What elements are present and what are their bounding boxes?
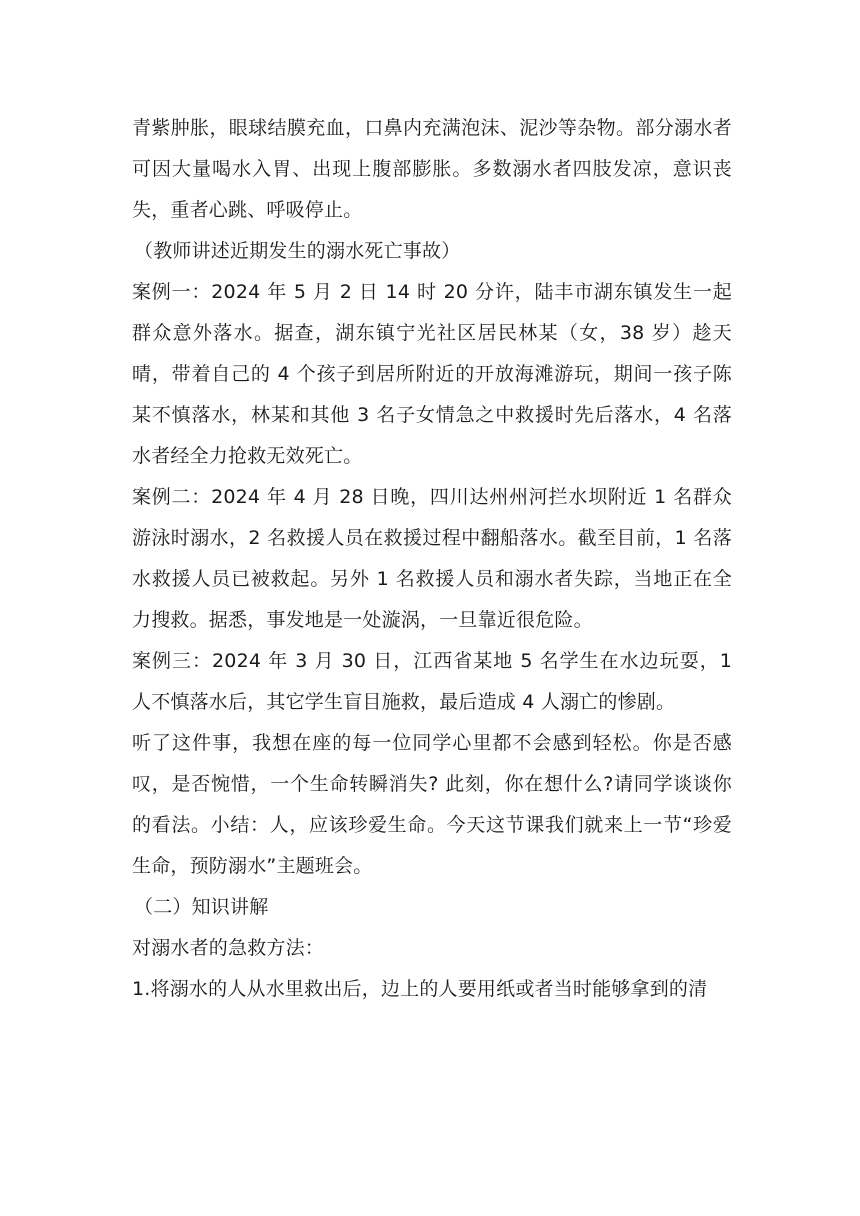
- paragraph-case-one: 案例一：2024 年 5 月 2 日 14 时 20 分许，陆丰市湖东镇发生一起群众意外落水。据查，湖东镇宁光社区居民林某（女，38 岁）趁天晴，带着自己的 4 个孩子到居所附近的开放海滩游玩，期间一孩子陈某不慎落水，林某和其他 3 名子女情急之中救援时先后落水，4 名落水者经全力抢救无效死亡。: [132, 281, 732, 467]
- paragraph-first-aid-intro: 对溺水者的急救方法：: [132, 937, 325, 959]
- paragraph-teacher-note: （教师讲述近期发生的溺水死亡事故）: [134, 240, 461, 262]
- paragraph-case-three: 案例三：2024 年 3 月 30 日，江西省某地 5 名学生在水边玩耍，1 人不慎落水后，其它学生盲目施救，最后造成 4 人溺亡的惨剧。: [132, 650, 732, 713]
- paragraph-reflection: 听了这件事，我想在座的每一位同学心里都不会感到轻松。你是否感叹，是否惋惜，一个生命转瞬消失? 此刻，你在想什么?请同学谈谈你的看法。小结：人，应该珍爱生命。今天这节课我们就来上一节“珍爱生命，预防溺水”主题班会。: [132, 732, 732, 877]
- section-heading-knowledge: （二）知识讲解: [134, 896, 269, 918]
- paragraph-symptoms: 青紫肿胀，眼球结膜充血，口鼻内充满泡沫、泥沙等杂物。部分溺水者可因大量喝水入胃、出现上腹部膨胀。多数溺水者四肢发凉，意识丧失，重者心跳、呼吸停止。: [132, 117, 732, 221]
- paragraph-case-two: 案例二：2024 年 4 月 28 日晚，四川达州州河拦水坝附近 1 名群众游泳时溺水，2 名救援人员在救援过程中翻船落水。截至目前，1 名落水救援人员已被救起。另外 1 名救援人员和溺水者失踪，当地正在全力搜救。据悉，事发地是一处漩涡，一旦靠近很危险。: [132, 486, 732, 631]
- paragraph-first-aid-step-1: 1.将溺水的人从水里救出后，边上的人要用纸或者当时能够拿到的清: [132, 978, 708, 1000]
- document-page: [132, 108, 732, 1010]
